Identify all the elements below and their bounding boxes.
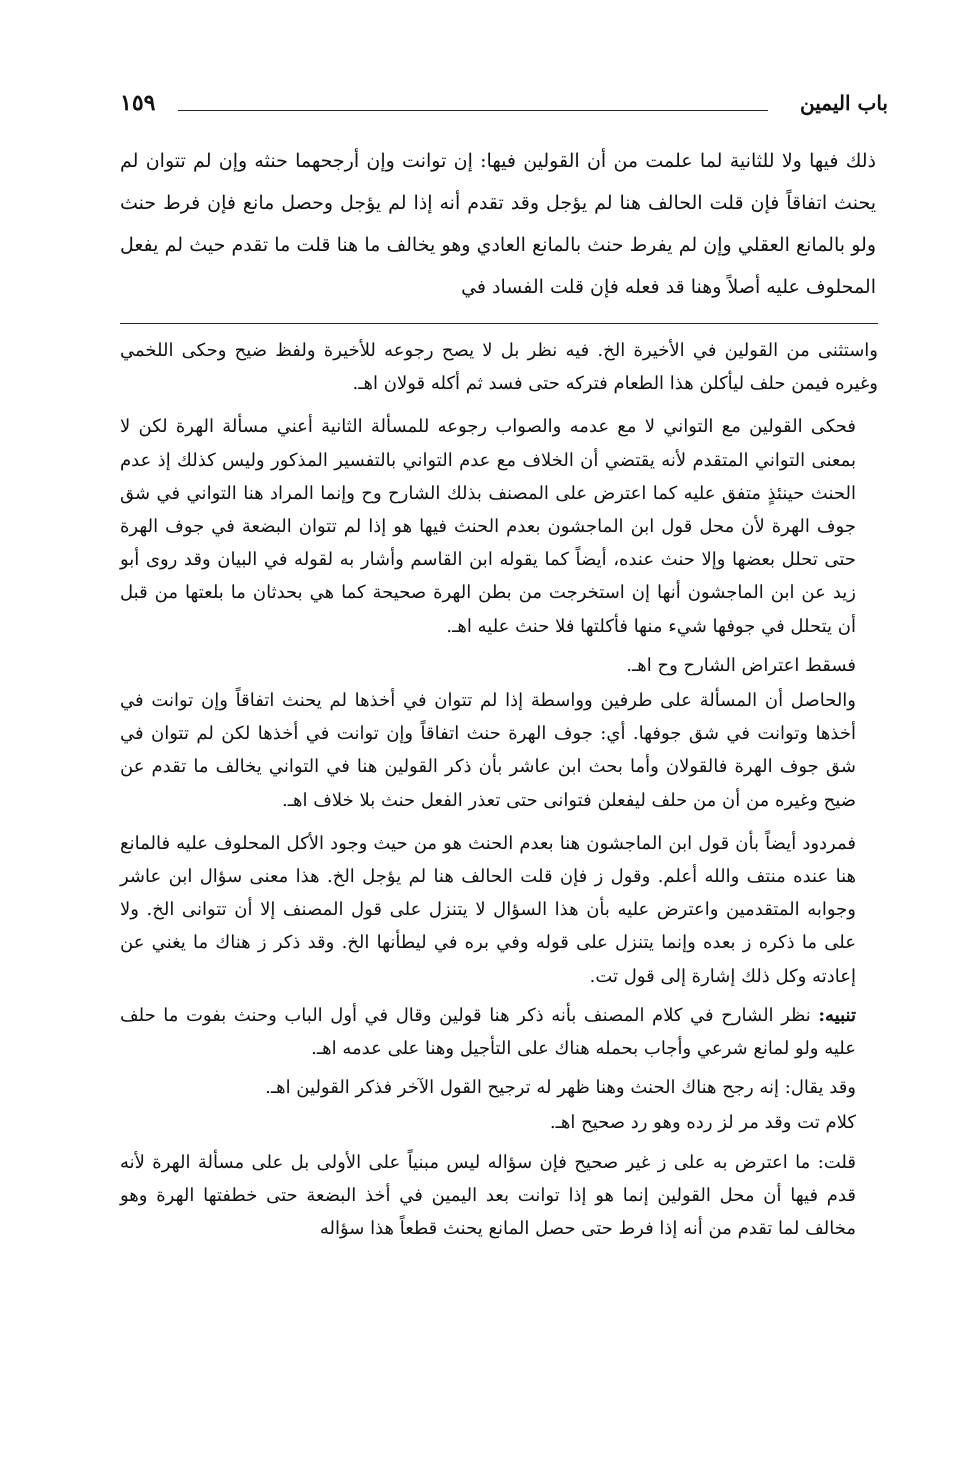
page-header (120, 86, 888, 120)
running-title: باب اليمين (800, 91, 888, 115)
commentary-paragraph-5: فمردود أيضاً بأن قول ابن الماجشون هنا بعدم الحنث هو من حيث وجود الأكل المحلوف عليه فالمانع هنا عنده منتف والله أعلم. وقول ز فإن قلت الحالف هنا لم يؤجل الخ. هذا معنى سؤال ابن عاشر وجوابه المتقدمين واعترض عليه بأن هذا السؤال لا يتنزل على قول المصنف إلا أن تتوانى الخ. ولا على ما ذكره ز بعده وإنما يتنزل على قوله وفي بره في ليطأنها الخ. وقد ذكر ز هناك ما يغني عن إعادته وكل ذلك إشارة إلى قول تت. (120, 832, 856, 987)
commentary-paragraph-2: فحكى القولين مع التواني لا مع عدمه والصواب رجوعه للمسألة الثانية أعني مسألة الهرة لكن لا بمعنى التواني المتقدم لأنه يقتضي أن الخلاف مع عدم التواني بالتفسير المذكور وليس كذلك إذ عدم الحنث حينئذٍ متفق عليه كما اعترض على المصنف بذلك الشارح وح وإنما المراد هنا التواني في شق جوف الهرة لأن محل قول ابن الماجشون بعدم الحنث فيها هو إذا لم تتوان البضعة في جوف الهرة حتى تحلل بعضها وإلا حنث عنده، أيضاً كما يقوله ابن القاسم وأشار به لقوله في البيان وقد روى أبو زيد عن ابن الماجشون أنها إن استخرجت من بطن الهرة صحيحة كما هي بحدثان ما بلعتها من قبل أن يتحلل في جوفها شيء منها فأكلتها فلا حنث عليه اهـ. (120, 416, 856, 637)
page-number: ١٥٩ (120, 90, 156, 116)
main-paragraph: ذلك فيها ولا للثانية لما علمت من أن القولين فيها: إن توانت وإن أرجحهما حنثه وإن لم تتوان لم يحنث اتفاقاً فإن قلت الحالف هنا لم يؤجل وقد تقدم أنه إذا لم يؤجل وحصل مانع فإن فرط حنث ولو بالمانع العقلي وإن لم يفرط حنث بالمانع العادي وهو يخالف ما هنا قلت ما تقدم حيث لم يفعل المحلوف عليه أصلاً وهنا قد فعله فإن قلت الفساد في (120, 150, 876, 298)
commentary-paragraph-4: والحاصل أن المسألة على طرفين وواسطة إذا لم تتوان في أخذها لم يحنث اتفاقاً وإن توانت في أخذها وتوانت في شق جوفها. أي: جوف الهرة حنث اتفاقاً وإن توانت في أخذها لكن لم تتوان في شق جوف الهرة فالقولان وأما بحث ابن عاشر بأن ذكر القولين هنا في التواني يخالف ما تقدم عن ضيح وغيره من أن من حلف ليفعلن فتوانى حتى تعذر الفعل حنث بلا خلاف اهـ. (120, 690, 856, 811)
commentary-paragraph-8: كلام تت وقد مر لز رده وهو رد صحيح اهـ. (549, 1112, 856, 1134)
note-label: تنبيه: (818, 1004, 856, 1026)
commentary-paragraph-3: فسقط اعتراض الشارح وح اهـ. (626, 654, 856, 676)
commentary-paragraph-9: قلت: ما اعترض به على ز غير صحيح فإن سؤاله ليس مبنياً على الأولى بل على مسألة الهرة لأنه قدم فيها أن محل القولين إنما هو إذا توانت بعد اليمين في أخذ البضعة حتى خطفتها الهرة وهو مخالف لما تقدم من أنه إذا فرط حتى حصل المانع يحنث قطعاً هذا سؤاله (120, 1151, 856, 1240)
commentary-paragraph-7: وقد يقال: إنه رجح هناك الحنث وهنا ظهر له ترجيح القول الآخر فذكر القولين اهـ. (265, 1077, 856, 1099)
footnote-divider (120, 323, 878, 324)
note-text: نظر الشارح في كلام المصنف بأنه ذكر هنا قولين وقال في أول الباب وحنث بفوت ما حلف عليه ولو لمانع شرعي وأجاب بحمله هناك على التأجيل وهنا على عدمه اهـ. (120, 1004, 856, 1060)
commentary-paragraph-1: واستثنى من القولين في الأخيرة الخ. فيه نظر بل لا يصح رجوعه للأخيرة ولفظ ضيح وحكى اللخمي وغيره فيمن حلف ليأكلن هذا الطعام فتركه حتى فسد ثم أكله قولان اهـ. (120, 340, 878, 395)
main-text (120, 140, 876, 308)
header-rule (178, 110, 768, 111)
commentary-paragraph-6 (120, 999, 878, 1065)
commentary (120, 334, 878, 1251)
